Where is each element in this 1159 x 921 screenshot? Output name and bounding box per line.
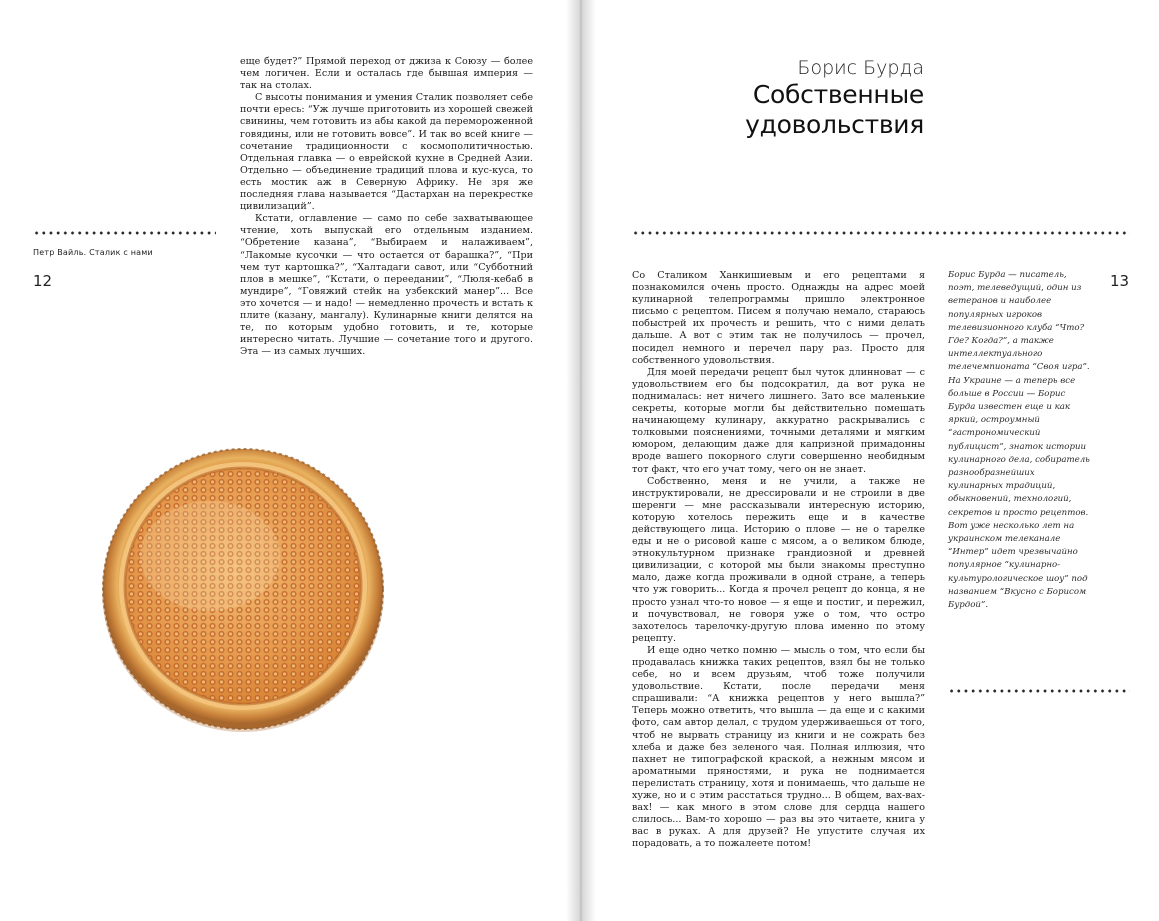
right-page [582, 0, 1159, 921]
right-dotted-rule-bio [948, 689, 1130, 693]
page-number-right: 13 [1110, 272, 1130, 290]
right-paragraph: Собственно, меня и не учили, а также не инструктировали, не дрессировали и не строили в две шеренги — мне рассказывали интересную историю, которую хотелось пережить еще и в качестве действующего лица. Историю о плове — не о тарелке еды и не о рисовой каше с мясом, а о великом блюде, этнокультурном признаке грандиозной и древней цивилизации, с которой мы были знакомы преступно мало, даже когда проживали в одной стране, а теперь что уж говорить... Когда я прочел рецепт до конца, я не просто узнал что-то новое — я еще и постиг, и пережил, и почувствовал, не говоря уже о том, что остро захотелось тарелочку-другую плова именно по этому рецепту. [632, 475, 925, 644]
article-author: Борис Бурда [797, 57, 924, 79]
page-number-left: 12 [33, 272, 53, 290]
right-body-text [632, 270, 925, 851]
left-paragraph: С высоты понимания и умения Сталик позволяет себе почти ересь: “Уж лучше приготовить из хорошей свежей свинины, чем готовить из абы какой да перемороженной говядины, или не готовить вовсе”. И так во всей книге — сочетание традиционности с космополитичностью. Отдельная главка — о еврейской кухне в Средней Азии. Отдельно — объединение традиций плова и кус-куса, то есть мостик аж в Северную Африку. Не зря же последняя глава называется “Дастархан на перекрестке цивилизаций”. [240, 92, 533, 213]
right-dotted-rule-top [632, 231, 1130, 235]
left-paragraph: еще будет?” Прямой переход от джиза к Союзу — более чем логичен. Если и осталась где бывшая империя — так на столах. [240, 56, 533, 92]
right-paragraph: Со Сталиком Ханкишиевым и его рецептами я познакомился очень просто. Однажды на адрес моей кулинарной телепрограммы пришло электронное письмо с рецептом. Писем я получаю немало, стараюсь побыстрей их прочесть и решить, что с ними делать дальше. А вот с этим так не получилось — прочел, посидел немного и перечел пару раз. Просто для собственного удовольствия. [632, 270, 925, 366]
right-paragraph: Для моей передачи рецепт был чуток длинноват — с удовольствием его бы подсократил, да вот рука не поднималась: нет ничего лишнего. Зато все маленькие секреты, которые могли бы действительно помешать начинающему кулинару, аккуратно раскрывались с толковыми пояснениями, точными деталями и мягким юмором, делающим даже для капризной примадонны вроде вашего покорного слуги совершенно необидным тот факт, что его учат тому, чего он не знает. [632, 366, 925, 475]
left-body-text [240, 56, 533, 358]
author-bio-sidebar: Борис Бурда — писатель, поэт, телеведущий, один из ветеранов и наиболее популярных игроков телевизионного клуба “Что? Где? Когда?”, а также интеллектуального телечемпионата “Своя игра”. На Украине — а теперь все больше в России — Борис Бурда известен еще и как яркий, остроумный “гастрономический публицист”, знаток истории кулинарного дела, собиратель разнообразнейших кулинарных традиций, обыкновений, технологий, секретов и просто рецептов. Вот уже несколько лет на украинском телеканале “Интер” идет чрезвычайно популярное “кулинарно-культурологическое шоу” под названием “Вкусно с Борисом Бурдой”. [948, 270, 1090, 611]
right-paragraph: И еще одно четко помню — мысль о том, что если бы продавалась книжка таких рецептов, взял бы не только себе, но и всем друзьям, чтоб тоже получили удовольствие. Кстати, после передачи меня спрашивали: “А книжка рецептов у него вышла?” Теперь можно ответить, что вышла — да еще и с какими фото, сам автор делал, с трудом удерживаешься от того, чтоб не вырвать страницу из книги и не сожрать без хлеба и даже без зеленого чая. Полная иллюзия, что пахнет не типографской краской, а нежным мясом и ароматными пряностями, и рука не поднимается перелистать страницу, хотя и понимаешь, что дальше не хуже, но и с этим расстаться трудно... В общем, вах-вах-вах! — как много в этом слове для сердца нашего слилось... Вам-то хорошо — раз вы это читаете, книга у вас в руках. А для друзей? Не упустите случая их порадовать, а то пожалеете потом! [632, 644, 925, 850]
left-page [0, 0, 579, 921]
article-title-line: удовольствия [745, 110, 924, 139]
article-title [745, 80, 924, 140]
running-head: Петр Вайль. Сталик с нами [33, 248, 153, 257]
round-flatbread-photo [100, 446, 386, 734]
article-title-line: Собственные [752, 80, 924, 109]
left-paragraph: Кстати, оглавление — само по себе захватывающее чтение, хоть выпускай его отдельным изданием. “Обретение казана”, “Выбираем и налаживаем”, “Лакомые кусочки — что остается от барашка?”, “При чем тут картошка?”, “Халтадаги савот, или “Субботний плов в мешке”, “Кстати, о переедании”, “Люля-кебаб в мундире”, “Говяжий стейк на узбекский манер”... Все это хочется — и надо! — немедленно прочесть и встать к плите (казану, мангалу). Кулинарные книги делятся на те, по которым удобно готовить, и те, которые интересно читать. Лучшие — сочетание того и другого. Эта — из самых лучших. [240, 213, 533, 358]
left-dotted-rule [33, 231, 216, 235]
